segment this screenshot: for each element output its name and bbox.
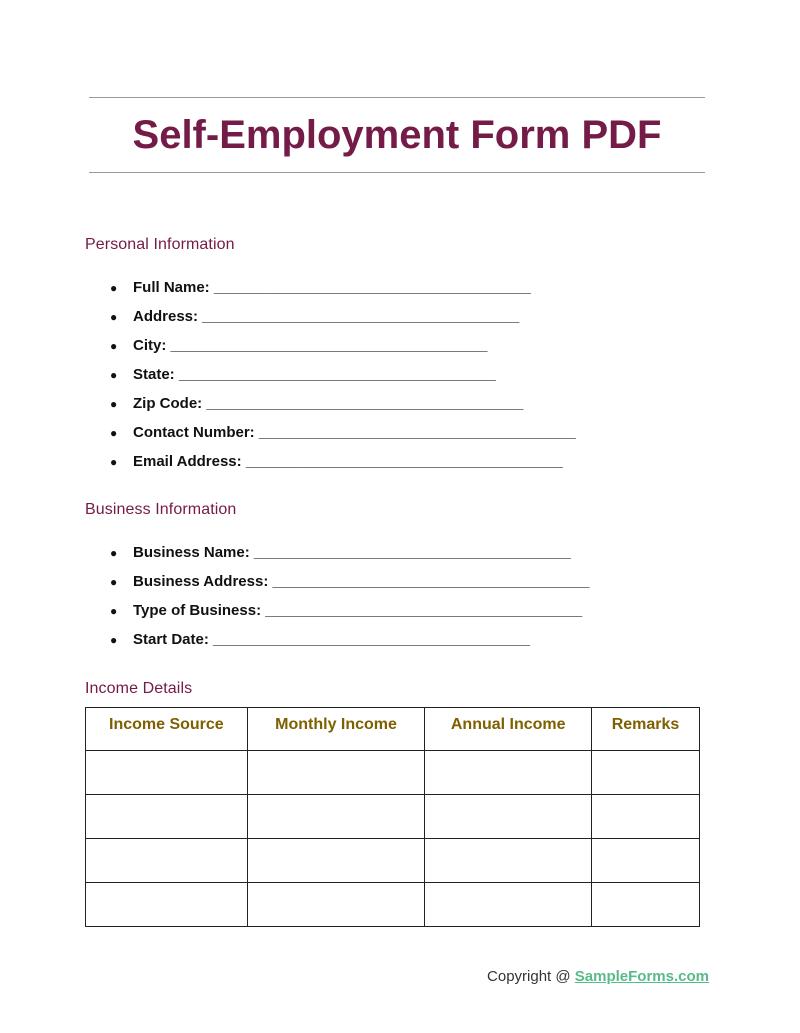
field-label: State: ______________________________________ [133,366,496,383]
field-label: Contact Number: ______________________________________ [133,424,576,441]
bullet-icon: ● [110,575,118,589]
bullet-icon: ● [110,368,118,382]
bullet-icon: ● [110,310,118,324]
field-business-name[interactable] [110,543,590,572]
field-label: Address: ______________________________________ [133,308,520,325]
table-cell[interactable] [86,839,248,883]
sampleforms-link[interactable]: SampleForms.com [574,968,709,985]
bullet-icon: ● [110,633,118,647]
column-header-income-source: Income Source [86,708,248,751]
personal-information-heading: Personal Information [85,236,235,253]
bullet-icon: ● [110,454,118,469]
field-label: City: ______________________________________ [133,337,488,354]
table-cell[interactable] [592,883,700,927]
field-label: Full Name: ______________________________________ [133,279,531,296]
title-top-rule [89,97,705,98]
table-cell[interactable] [425,883,592,927]
page-title: Self-Employment Form PDF [132,113,662,157]
business-information-heading: Business Information [85,501,237,518]
field-label: Start Date: ______________________________________ [133,631,531,648]
field-label: Type of Business: ______________________________________ [133,602,583,619]
bullet-icon: ● [110,546,118,560]
table-cell[interactable] [592,795,700,839]
bullet-icon: ● [110,339,118,353]
table-header-row [86,708,700,751]
bullet-icon: ● [110,397,118,411]
table-cell[interactable] [425,795,592,839]
copyright-text: Copyright @ [487,968,575,985]
table-cell[interactable] [425,839,592,883]
title-bottom-rule [89,172,705,173]
table-cell[interactable] [247,795,425,839]
field-label: Email Address: ______________________________________ [133,452,563,470]
column-header-monthly-income: Monthly Income [247,708,425,751]
income-details-table [85,707,700,927]
field-zip-code[interactable] [110,394,576,423]
field-label: Zip Code: ______________________________________ [133,395,524,412]
table-cell[interactable] [425,751,592,795]
field-state[interactable] [110,365,576,394]
personal-information-list [110,278,576,480]
column-header-annual-income: Annual Income [425,708,592,751]
field-label: Business Name: ______________________________________ [133,544,571,561]
table-cell[interactable] [247,751,425,795]
field-start-date[interactable] [110,630,590,659]
table-row [86,751,700,795]
field-full-name[interactable] [110,278,576,307]
table-cell[interactable] [247,839,425,883]
table-cell[interactable] [592,839,700,883]
field-business-address[interactable] [110,572,590,601]
field-contact-number[interactable] [110,423,576,452]
table-cell[interactable] [592,751,700,795]
field-type-of-business[interactable] [110,601,590,630]
table-row [86,795,700,839]
field-email-address[interactable] [110,452,576,481]
business-information-list [110,543,590,659]
bullet-icon: ● [110,426,118,440]
bullet-icon: ● [110,281,118,295]
income-details-heading: Income Details [85,680,193,697]
table-cell[interactable] [86,795,248,839]
field-address[interactable] [110,307,576,336]
table-cell[interactable] [86,751,248,795]
table-cell[interactable] [247,883,425,927]
column-header-remarks: Remarks [592,708,700,751]
field-label: Business Address: ______________________________________ [133,573,590,590]
bullet-icon: ● [110,604,118,618]
field-city[interactable] [110,336,576,365]
table-row [86,839,700,883]
table-row [86,883,700,927]
table-cell[interactable] [86,883,248,927]
copyright-footer [487,967,709,987]
